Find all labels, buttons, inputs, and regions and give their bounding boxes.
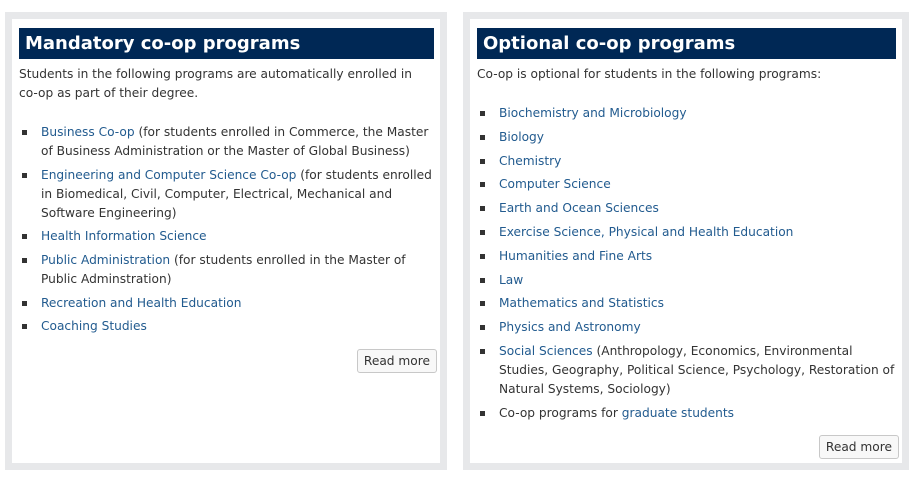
bullet-icon — [480, 206, 485, 211]
list-item — [477, 152, 896, 171]
list-item — [19, 227, 434, 246]
program-note: (for students enrolled in the Master of Public Adminstration) — [41, 253, 406, 287]
program-link-recreation[interactable]: Recreation and Health Education — [41, 295, 242, 310]
bullet-icon — [480, 159, 485, 164]
list-item — [19, 251, 434, 289]
list-item — [477, 294, 896, 313]
mandatory-programs-content — [12, 19, 440, 463]
program-link-biochemistry[interactable]: Biochemistry and Microbiology — [499, 106, 687, 120]
optional-program-list — [477, 104, 896, 423]
list-item — [477, 128, 896, 147]
program-link-public-administration[interactable]: Public Administration — [41, 253, 171, 268]
program-link-health-information[interactable]: Health Information Science — [41, 229, 207, 244]
optional-programs-content — [470, 19, 902, 463]
list-item — [477, 404, 896, 423]
list-item — [19, 294, 434, 313]
bullet-icon — [480, 278, 485, 283]
item-prefix: Co-op programs for — [499, 405, 622, 420]
list-item — [477, 199, 896, 218]
program-link-coaching[interactable]: Coaching Studies — [41, 319, 147, 334]
bullet-icon — [22, 258, 27, 263]
bullet-icon — [22, 324, 27, 329]
mandatory-program-list — [19, 123, 434, 336]
list-item — [19, 317, 434, 336]
program-link-earth-ocean[interactable]: Earth and Ocean Sciences — [499, 201, 659, 216]
bullet-icon — [22, 130, 27, 135]
program-link-business[interactable]: Business Co-op — [41, 125, 135, 139]
bullet-icon — [480, 301, 485, 306]
panel-title: Mandatory co-op programs — [19, 28, 434, 59]
list-item — [477, 271, 896, 290]
list-item — [19, 166, 434, 223]
bullet-icon — [480, 411, 485, 416]
bullet-icon — [480, 182, 485, 187]
mandatory-programs-panel — [5, 12, 447, 470]
panel-intro: Co-op is optional for students in the following programs: — [477, 67, 822, 81]
program-note: (for students enrolled in Commerce, the Master of Business Administration or the Master of Global Business) — [41, 125, 429, 158]
panel-title: Optional co-op programs — [477, 28, 896, 59]
list-item — [477, 175, 896, 194]
program-link-exercise-science[interactable]: Exercise Science, Physical and Health Education — [499, 224, 794, 239]
program-note: (for students enrolled in Biomedical, Civil, Computer, Electrical, Mechanical and Software Engineering) — [41, 167, 432, 220]
bullet-icon — [480, 325, 485, 330]
program-link-chemistry[interactable]: Chemistry — [499, 153, 562, 168]
list-item — [477, 247, 896, 266]
read-more-button[interactable]: Read more — [819, 435, 899, 459]
bullet-icon — [22, 301, 27, 306]
program-link-mathematics[interactable]: Mathematics and Statistics — [499, 296, 664, 311]
list-item — [477, 223, 896, 242]
program-link-graduate-students[interactable]: graduate students — [621, 405, 735, 420]
program-note: (Anthropology, Economics, Environmental Studies, Geography, Political Science, Psychology, Restoration of Natural Systems, Sociology) — [499, 343, 895, 396]
list-item — [477, 342, 896, 399]
bullet-icon — [480, 230, 485, 235]
bullet-icon — [480, 349, 485, 354]
program-link-physics[interactable]: Physics and Astronomy — [499, 320, 641, 335]
read-more-button[interactable]: Read more — [357, 349, 437, 373]
list-item — [477, 104, 896, 123]
program-link-engineering[interactable]: Engineering and Computer Science Co-op — [41, 167, 297, 182]
panel-intro: Students in the following programs are automatically enrolled in co-op as part of their degree. — [19, 67, 412, 100]
bullet-icon — [480, 111, 485, 116]
program-link-biology[interactable]: Biology — [499, 129, 544, 144]
bullet-icon — [480, 254, 485, 259]
program-link-computer-science[interactable]: Computer Science — [499, 177, 611, 192]
bullet-icon — [22, 173, 27, 178]
program-link-humanities[interactable]: Humanities and Fine Arts — [499, 248, 653, 263]
program-link-law[interactable]: Law — [499, 272, 524, 287]
bullet-icon — [22, 234, 27, 239]
list-item — [477, 318, 896, 337]
bullet-icon — [480, 135, 485, 140]
program-link-social-sciences[interactable]: Social Sciences — [499, 343, 593, 358]
list-item — [19, 123, 434, 161]
optional-programs-panel — [463, 12, 909, 470]
